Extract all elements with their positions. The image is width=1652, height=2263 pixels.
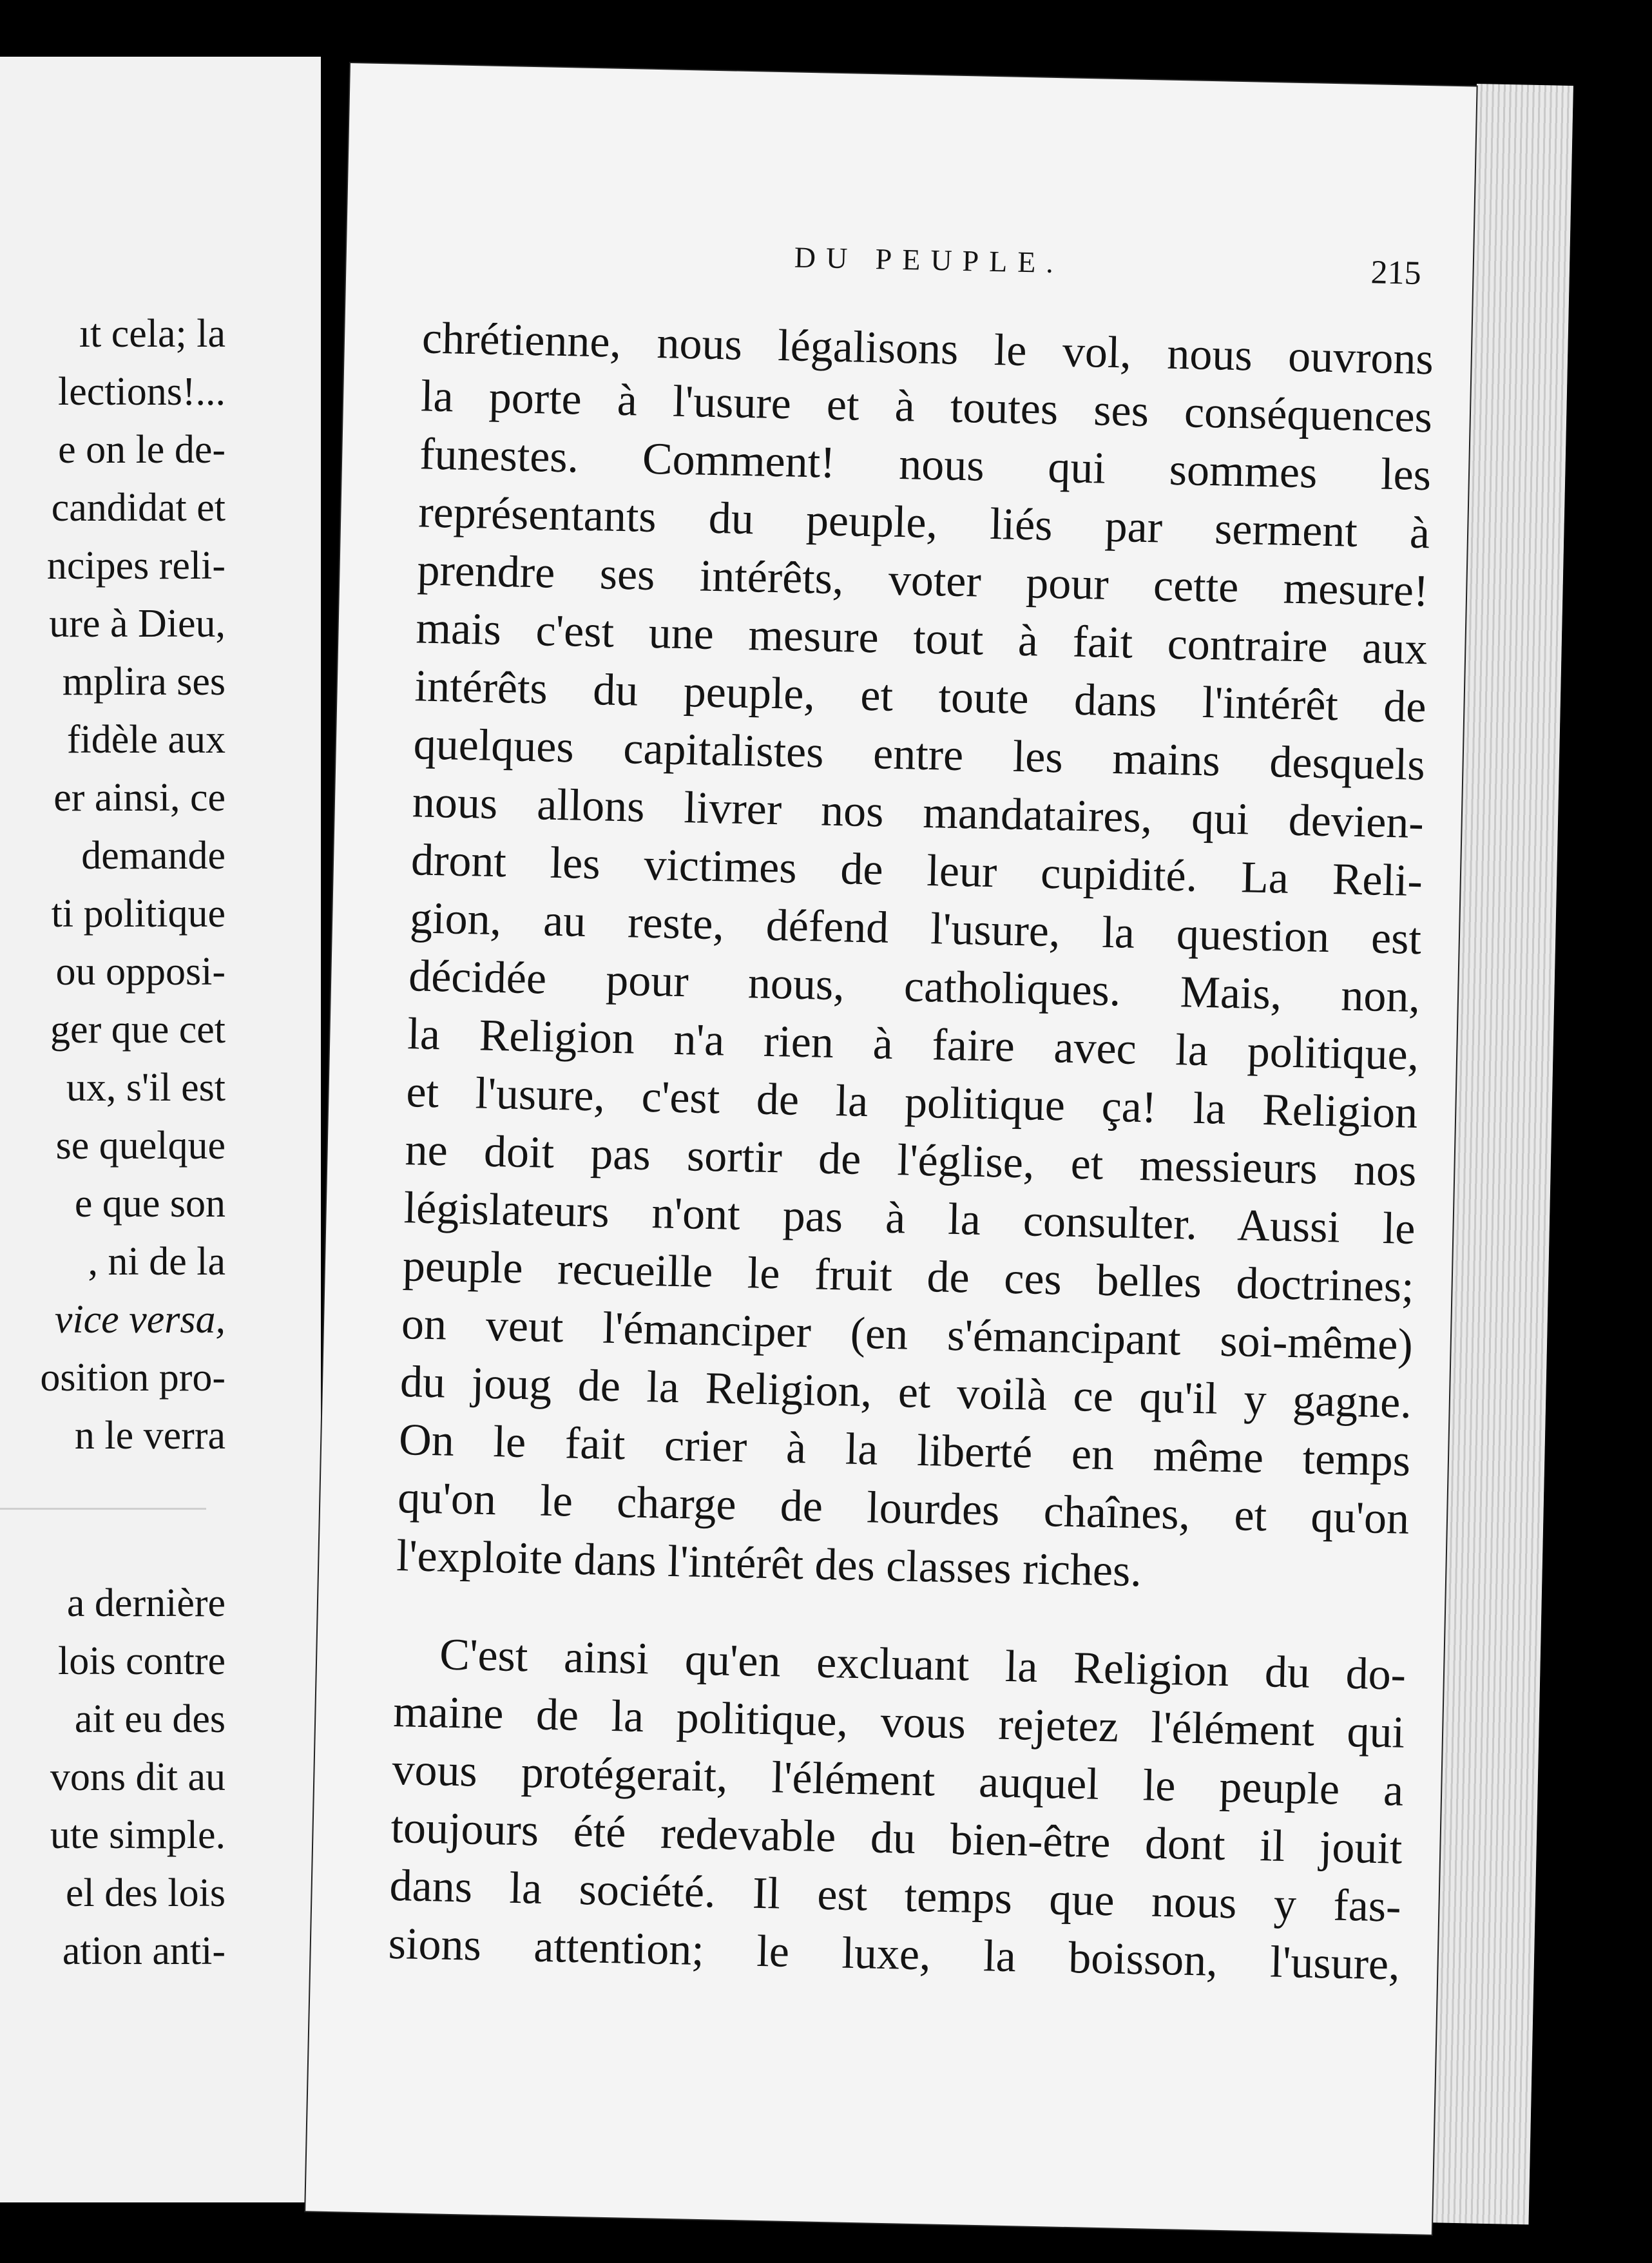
left-page [0, 57, 321, 2202]
text-line: intérêts du peuple, et toute dans l'intérêt de [414, 661, 1427, 733]
right-page [305, 63, 1476, 2235]
left-page-line: ait eu des [74, 1697, 226, 1741]
text-line: dans la société. Il est temps que nous y fas- [389, 1860, 1402, 1932]
left-page-line: , ni de la [88, 1240, 226, 1284]
left-page-line: mplira ses [62, 660, 226, 704]
left-page-line: vice versa, [54, 1298, 226, 1342]
text-line: et l'usure, c'est de la politique ça! la Religion [405, 1067, 1419, 1139]
text-line: dront les victimes de leur cupidité. La Reli- [410, 835, 1423, 907]
text-line: chrétienne, nous légalisons le vol, nous ouvrons [421, 313, 1434, 385]
text-line: funestes. Comment! nous qui sommes les [419, 429, 1432, 501]
text-line: l'exploite dans l'intérêt des classes riches. [396, 1531, 1142, 1597]
text-line: C'est ainsi qu'en excluant la Religion du do- [439, 1630, 1407, 1700]
left-page-line: ou opposi- [55, 950, 226, 994]
running-head: DU PEUPLE. [794, 240, 1064, 280]
body-text [388, 309, 1434, 1994]
page-number: 215 [1370, 254, 1422, 292]
text-line: du joug de la Religion, et voilà ce qu'il y gagne. [399, 1357, 1412, 1428]
section-divider [0, 1508, 206, 1510]
left-page-line: demande [81, 834, 226, 878]
left-page-line: ger que cet [50, 1008, 226, 1052]
left-page-line: lections!... [58, 370, 226, 414]
text-line: quelques capitalistes entre les mains desquels [413, 719, 1426, 791]
left-page-line: er ainsi, ce [53, 776, 226, 820]
text-line: peuple recueille le fruit de ces belles doctrines; [402, 1241, 1415, 1312]
text-line: gion, au reste, défend l'usure, la question est [409, 893, 1422, 965]
left-page-line: se quelque [55, 1124, 226, 1168]
text-line: législateurs n'ont pas à la consulter. Aussi le [403, 1183, 1416, 1254]
text-line: qu'on le charge de lourdes chaînes, et qu'on [397, 1473, 1410, 1544]
left-page-line: el des lois [66, 1871, 226, 1915]
text-line: maine de la politique, vous rejetez l'élément qui [392, 1686, 1405, 1758]
text-line: toujours été redevable du bien-être dont il jouit [390, 1802, 1403, 1874]
text-line: prendre ses intérêts, voter pour cette mesure! [416, 545, 1430, 617]
left-page-line: e que son [74, 1182, 226, 1226]
text-line: mais c'est une mesure tout à fait contraire aux [415, 603, 1428, 675]
left-page-line: ute simple. [50, 1813, 226, 1857]
text-line: la Religion n'a rien à faire avec la politique, [407, 1009, 1419, 1081]
text-line: décidée pour nous, catholiques. Mais, non, [408, 951, 1421, 1023]
left-page-line: osition pro- [40, 1356, 226, 1400]
left-page-line: ure à Dieu, [49, 602, 226, 646]
text-line: la porte à l'usure et à toutes ses conséquences [420, 371, 1433, 443]
text-line: représentants du peuple, liés par serment à [418, 487, 1430, 559]
left-page-line: a dernière [66, 1581, 226, 1625]
text-line: on veut l'émanciper (en s'émancipant soi-même) [401, 1299, 1414, 1370]
left-page-line: ıt cela; la [79, 312, 226, 356]
left-page-line: e on le de- [58, 428, 226, 472]
left-page-line: ux, s'il est [66, 1066, 226, 1110]
text-line: On le fait crier à la liberté en même temps [398, 1415, 1411, 1486]
text-line: ne doit pas sortir de l'église, et messieurs nos [404, 1125, 1417, 1197]
text-line: vous protégerait, l'élément auquel le peuple a [391, 1744, 1405, 1816]
left-page-line: vons dit au [50, 1755, 226, 1799]
left-page-line: candidat et [51, 486, 226, 530]
left-page-line: ation anti- [62, 1929, 226, 1973]
left-page-line: ncipes reli- [46, 544, 226, 588]
text-line: nous allons livrer nos mandataires, qui devien- [412, 777, 1425, 849]
left-page-line: n le verra [74, 1414, 226, 1458]
left-page-line: ti politique [51, 892, 226, 936]
left-page-line: lois contre [58, 1639, 226, 1683]
text-line: sions attention; le luxe, la boisson, l'usure, [388, 1918, 1401, 1990]
left-page-line: fidèle aux [66, 718, 226, 762]
